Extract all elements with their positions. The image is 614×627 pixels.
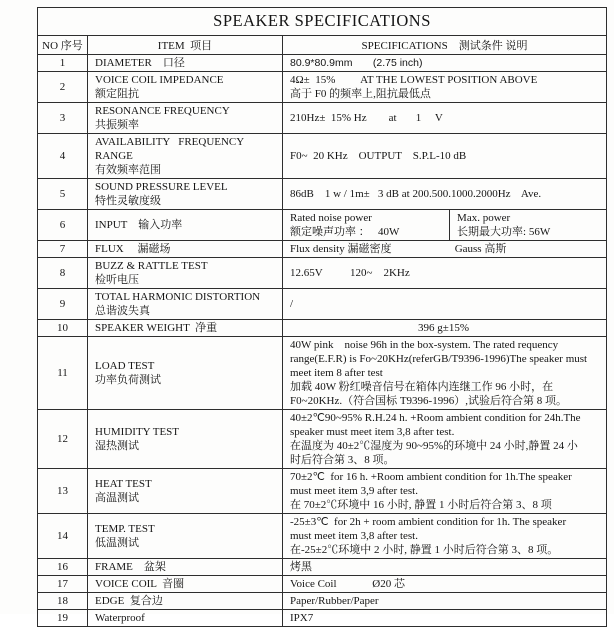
row-number: 9 xyxy=(38,289,88,320)
cell-line: HEAT TEST xyxy=(95,478,152,490)
cell-line: Paper/Rubber/Paper xyxy=(290,595,379,607)
item-cell xyxy=(88,103,283,134)
row-number: 3 xyxy=(38,103,88,134)
table-row xyxy=(38,289,607,320)
spec-split-left xyxy=(283,210,450,240)
cell-line: 在-25±2℃环境中 2 小时, 静置 1 小时后符合第 3、8 项。 xyxy=(290,544,559,556)
table-row xyxy=(38,241,607,258)
table-row xyxy=(38,410,607,469)
item-cell xyxy=(88,469,283,514)
header-spec: SPECIFICATIONS 测试条件 说明 xyxy=(283,36,607,55)
header-no: NO 序号 xyxy=(38,36,88,55)
table-row xyxy=(38,258,607,289)
cell-line: Max. power xyxy=(457,212,511,224)
cell-line: 在温度为 40±2℃湿度为 90~95%的环境中 24 小时,静置 24 小 xyxy=(290,440,578,452)
row-number: 1 xyxy=(38,55,88,72)
row-number: 16 xyxy=(38,559,88,576)
spec-cell xyxy=(283,103,607,134)
table-row xyxy=(38,593,607,610)
item-cell xyxy=(88,55,283,72)
cell-line: -25±3℃ for 2h + room ambient condition for 1h. The speaker xyxy=(290,516,567,528)
cell-line: 总谐波失真 xyxy=(95,305,150,317)
cell-line: meet item 8 after test xyxy=(290,367,383,379)
cell-line: 加载 40W 粉红噪音信号在箱体内连继工作 96 小时，在 xyxy=(290,381,554,393)
cell-line: 功率负荷测试 xyxy=(95,374,161,386)
header-item: ITEM 项目 xyxy=(88,36,283,55)
cell-line: LOAD TEST xyxy=(95,360,155,372)
table-row xyxy=(38,55,607,72)
cell-line: speaker must meet item 3,8 after test. xyxy=(290,426,455,438)
item-cell xyxy=(88,337,283,410)
cell-line: SPEAKER WEIGHT 净重 xyxy=(95,322,218,334)
cell-line: 特性灵敏度级 xyxy=(95,195,161,207)
cell-line: / xyxy=(290,298,294,310)
spec-cell xyxy=(283,134,607,179)
cell-line: IPX7 xyxy=(290,612,314,624)
row-number: 19 xyxy=(38,610,88,627)
cell-line: 有效频率范围 xyxy=(95,164,161,176)
cell-line: 40W pink noise 96h in the box-system. The rated requency xyxy=(290,339,559,351)
row-number: 4 xyxy=(38,134,88,179)
row-number: 14 xyxy=(38,514,88,559)
cell-line: SOUND PRESSURE LEVEL xyxy=(95,181,228,193)
cell-line: F0~ 20 KHz OUTPUT S.P.L-10 dB xyxy=(290,150,467,162)
cell-line: 低温测试 xyxy=(95,537,139,549)
cell-line: 高于 F0 的频率上,阻抗最低点 xyxy=(290,88,431,100)
row-number: 11 xyxy=(38,337,88,410)
cell-line: 检听电压 xyxy=(95,274,139,286)
spec-split xyxy=(283,210,606,240)
spec-cell xyxy=(283,576,607,593)
spec-cell xyxy=(283,179,607,210)
cell-line: VOICE COIL IMPEDANCE xyxy=(95,74,224,86)
cell-line: 396 g±15% xyxy=(418,322,469,334)
table-row xyxy=(38,337,607,410)
cell-line: F0~20KHz.（符合国标 T9396-1996）,试验后符合第 8 项。 xyxy=(290,395,567,407)
cell-line: 在 70±2℃环境中 16 小时, 静置 1 小时后符合第 3、8 项 xyxy=(290,499,552,511)
table-row xyxy=(38,576,607,593)
page-title: SPEAKER SPECIFICATIONS xyxy=(38,8,607,36)
cell-line: 40±2℃90~95% R.H.24 h. +Room ambient condition for 24h.The xyxy=(290,412,581,424)
cell-line: 共振频率 xyxy=(95,119,139,131)
spec-cell xyxy=(283,258,607,289)
table-row xyxy=(38,72,607,103)
item-cell xyxy=(88,576,283,593)
cell-line: INPUT 输入功率 xyxy=(95,219,183,231)
cell-line: FLUX 漏磁场 xyxy=(95,243,171,255)
item-cell xyxy=(88,210,283,241)
spec-cell xyxy=(283,241,607,258)
cell-line: 70±2℃ for 16 h. +Room ambient condition for 1h.The speaker xyxy=(290,471,572,483)
cell-line: 长期最大功率: 56W xyxy=(457,226,551,238)
table-row xyxy=(38,610,607,627)
cell-line: EDGE 复合边 xyxy=(95,595,163,607)
spec-cell xyxy=(283,610,607,627)
cell-line: 额定阻抗 xyxy=(95,88,139,100)
spec-cell xyxy=(283,593,607,610)
row-number: 18 xyxy=(38,593,88,610)
cell-line: 高温测试 xyxy=(95,492,139,504)
spec-cell xyxy=(283,55,607,72)
item-cell xyxy=(88,289,283,320)
table-row xyxy=(38,320,607,337)
table-row xyxy=(38,210,607,241)
cell-line: Voice Coil Ø20 芯 xyxy=(290,578,405,590)
cell-line: 210Hz± 15% Hz at 1 V xyxy=(290,112,443,124)
row-number: 10 xyxy=(38,320,88,337)
row-number: 6 xyxy=(38,210,88,241)
row-number: 13 xyxy=(38,469,88,514)
table-row xyxy=(38,514,607,559)
item-cell xyxy=(88,179,283,210)
spec-cell xyxy=(283,410,607,469)
cell-line: 4Ω± 15% AT THE LOWEST POSITION ABOVE xyxy=(290,74,538,86)
spec-cell xyxy=(283,210,607,241)
header-row xyxy=(38,36,607,55)
row-number: 7 xyxy=(38,241,88,258)
cell-line: TOTAL HARMONIC DISTORTION xyxy=(95,291,261,303)
spec-cell xyxy=(283,289,607,320)
table-row xyxy=(38,103,607,134)
cell-line: AVAILABILITY FREQUENCY RANGE xyxy=(95,136,253,162)
cell-line: range(E.F.R) is Fo~20KHz(referGB/T9396-1996)The speaker must xyxy=(290,353,588,365)
item-cell xyxy=(88,72,283,103)
cell-line: Waterproof xyxy=(95,612,145,624)
cell-line: 12.65V 120~ 2KHz xyxy=(290,267,410,279)
cell-line: Rated noise power xyxy=(290,212,372,224)
spec-table-body xyxy=(38,55,607,627)
row-number: 17 xyxy=(38,576,88,593)
spec-cell xyxy=(283,469,607,514)
cell-line: 80.9*80.9mm (2.75 inch) xyxy=(290,57,423,69)
table-row xyxy=(38,134,607,179)
cell-line: 烤黑 xyxy=(290,561,312,573)
table-row xyxy=(38,179,607,210)
table-row xyxy=(38,469,607,514)
spec-cell xyxy=(283,72,607,103)
title-row xyxy=(38,8,607,36)
cell-line: 时后符合第 3、8 项。 xyxy=(290,454,395,466)
spec-cell xyxy=(283,337,607,410)
cell-line: FRAME 盆架 xyxy=(95,561,166,573)
cell-line: DIAMETER 口径 xyxy=(95,57,185,69)
cell-line: 额定噪声功率 ： 40W xyxy=(290,226,400,238)
row-number: 8 xyxy=(38,258,88,289)
item-cell xyxy=(88,610,283,627)
row-number: 12 xyxy=(38,410,88,469)
item-cell xyxy=(88,410,283,469)
spec-split-right xyxy=(450,210,606,240)
cell-line: HUMIDITY TEST xyxy=(95,426,180,438)
spec-cell xyxy=(283,320,607,337)
speaker-spec-table xyxy=(37,7,607,627)
item-cell xyxy=(88,134,283,179)
item-cell xyxy=(88,593,283,610)
item-cell xyxy=(88,258,283,289)
item-cell xyxy=(88,514,283,559)
cell-line: VOICE COIL 音圈 xyxy=(95,578,185,590)
spec-cell xyxy=(283,514,607,559)
item-cell xyxy=(88,320,283,337)
item-cell xyxy=(88,241,283,258)
table-row xyxy=(38,559,607,576)
row-number: 5 xyxy=(38,179,88,210)
cell-line: BUZZ & RATTLE TEST xyxy=(95,260,208,272)
cell-line: Flux density 漏磁密度 Gauss 高斯 xyxy=(290,243,507,255)
cell-line: 86dB 1 w / 1m± 3 dB at 200.500.1000.2000Hz Ave. xyxy=(290,188,542,200)
row-number: 2 xyxy=(38,72,88,103)
cell-line: 湿热测试 xyxy=(95,440,139,452)
item-cell xyxy=(88,559,283,576)
cell-line: TEMP. TEST xyxy=(95,523,155,535)
cell-line: must meet item 3,8 after test. xyxy=(290,530,418,542)
cell-line: RESONANCE FREQUENCY xyxy=(95,105,230,117)
spec-cell xyxy=(283,559,607,576)
cell-line: must meet item 3,9 after test. xyxy=(290,485,418,497)
